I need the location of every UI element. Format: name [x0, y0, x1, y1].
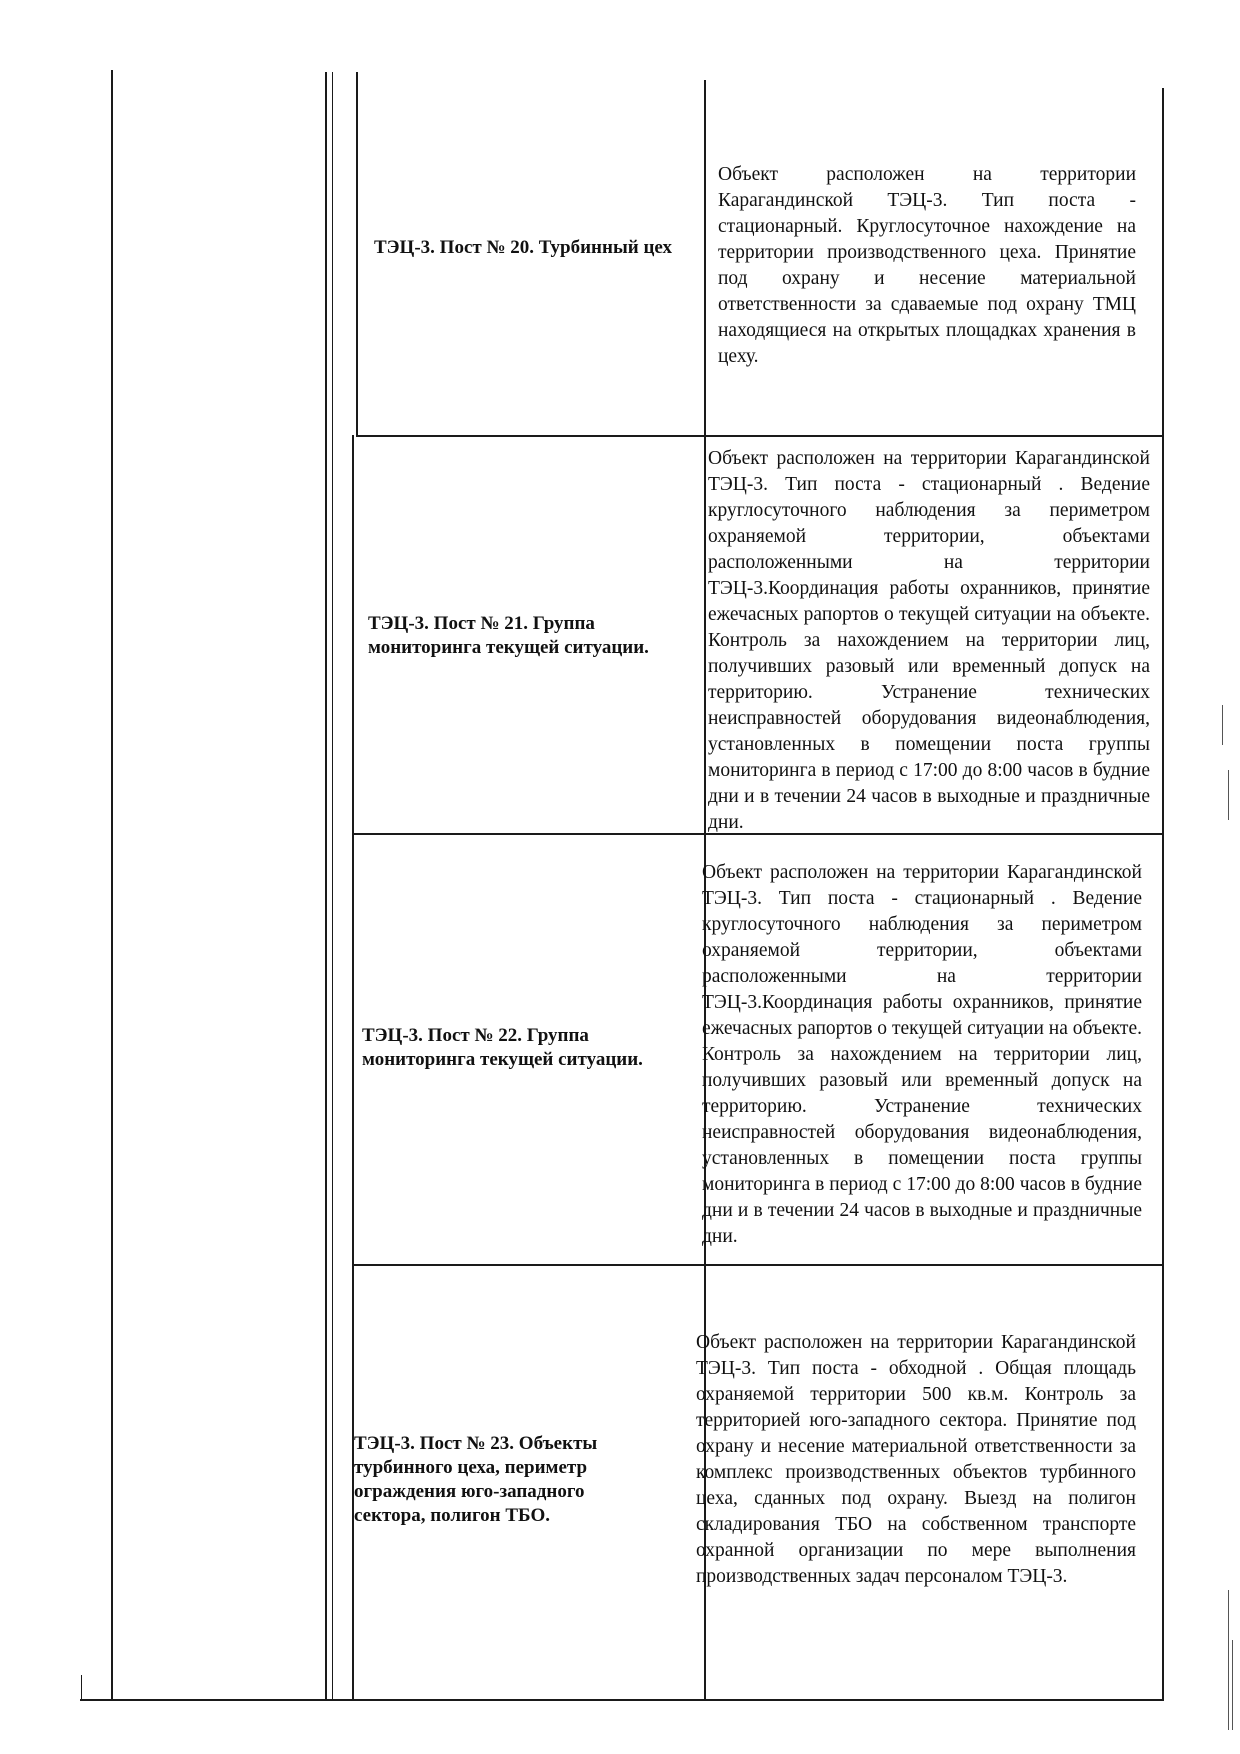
scan-edge-mark: [1232, 1640, 1233, 1730]
margin-tick: [81, 1675, 82, 1700]
scan-edge-mark: [1228, 1590, 1229, 1730]
post-title-row-3: ТЭЦ-3. Пост № 22. Группа мониторинга текущей ситуации.: [362, 1025, 643, 1070]
scan-edge-mark: [1228, 770, 1229, 820]
post-description-row-4: Объект расположен на территории Карагандинской ТЭЦ-3. Тип поста - обходной . Общая площадь охраняемой территории 500 кв.м. Контроль за территорией юго-западного сектора. Принятие под охрану и несение материальной ответственности за комплекс производственных объектов турбинного цеха, сданных под охрану. Выезд на полигон складирования ТБО на собственном транспорте охранной организации по мере выполнения производственных задач персоналом ТЭЦ-3.: [696, 1332, 1136, 1587]
table-column-divider-1: [325, 72, 327, 1700]
scan-edge-mark: [1222, 705, 1223, 745]
post-title-row-4: ТЭЦ-3. Пост № 23. Объекты турбинного цеха, периметр ограждения юго-западного сектора, полигон ТБО.: [354, 1433, 598, 1526]
post-title-row-1: ТЭЦ-3. Пост № 20. Турбинный цех: [374, 237, 672, 258]
post-description-row-3: Объект расположен на территории Карагандинской ТЭЦ-3. Тип поста - стационарный . Ведение круглосуточного наблюдения за периметром охраняемой территории, объектами расположенными на территории ТЭЦ-3.Координация работы охранников, принятие ежечасных рапортов о текущей ситуации на объекте. Контроль за нахождением на территории лиц, получивших разовый или временный допуск на территорию. Устранение технических неисправностей оборудования видеонаблюдения, установленных в помещении поста группы мониторинга в период с 17:00 до 8:00 часов в будние дни и в течении 24 часов в выходные и праздничные дни.: [702, 862, 1142, 1247]
table-column-divider-1b: [332, 72, 333, 1700]
post-description-row-2: Объект расположен на территории Карагандинской ТЭЦ-3. Тип поста - стационарный . Ведение круглосуточного наблюдения за периметром охраняемой территории, объектами расположенными на территории ТЭЦ-3.Координация работы охранников, принятие ежечасных рапортов о текущей ситуации на объекте. Контроль за нахождением на территории лиц, получивших разовый или временный допуск на территорию. Устранение технических неисправностей оборудования видеонаблюдения, установленных в помещении поста группы мониторинга в период с 17:00 до 8:00 часов в будние дни и в течении 24 часов в выходные и праздничные дни.: [708, 448, 1150, 833]
post-description-row-1: Объект расположен на территории Карагандинской ТЭЦ-3. Тип поста - стационарный. Круглосуточное нахождение на территории производственного цеха. Принятие под охрану и несение материальной ответственности за сдаваемые под охрану ТМЦ находящиеся на открытых площадках хранения в цеху.: [718, 164, 1136, 367]
table-right-border: [1162, 88, 1164, 1700]
row-divider-1: [356, 435, 1162, 437]
table-bottom-border: [80, 1699, 1164, 1701]
row-divider-3: [354, 1264, 1164, 1266]
post-title-row-2: ТЭЦ-3. Пост № 21. Группа мониторинга текущей ситуации.: [368, 613, 649, 658]
table-column-divider-2a: [356, 72, 358, 435]
table-left-border: [111, 70, 113, 1700]
